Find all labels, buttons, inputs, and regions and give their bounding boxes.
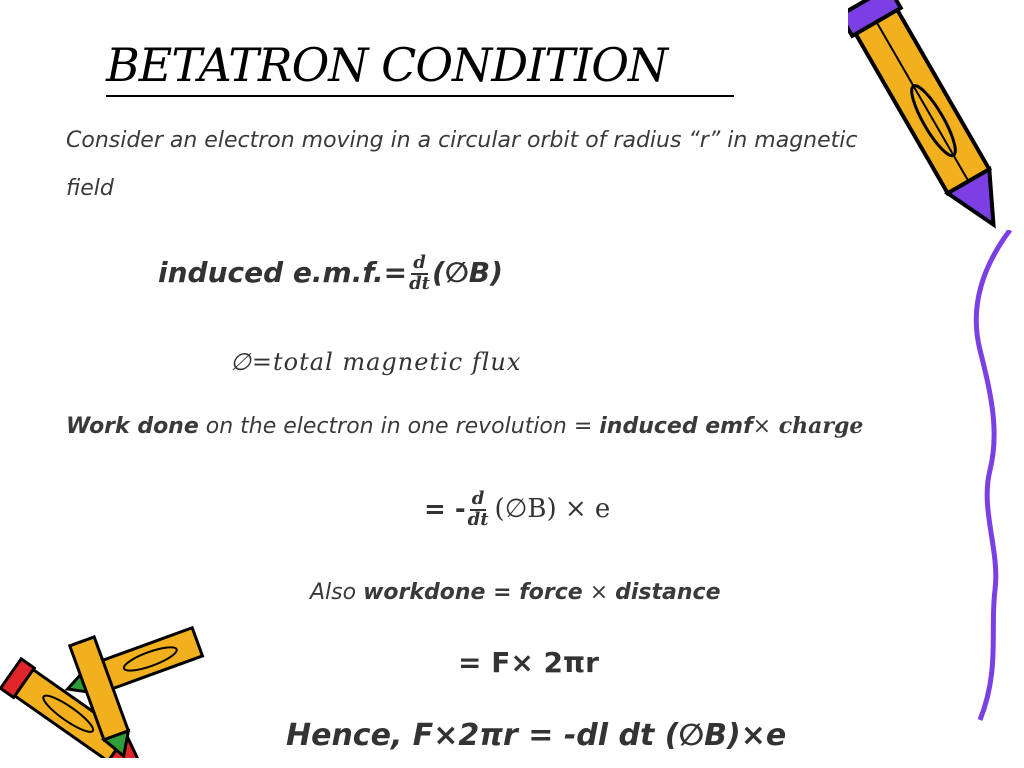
also-times: × [582,580,616,605]
work-done-mid: on the electron in one revolution = [198,414,600,439]
slide-title: BETATRON CONDITION [106,38,668,92]
intro-line-1: Consider an electron moving in a circular orbit of radius “r” in magnetic [66,128,858,153]
eq2-frac-num: d [471,488,485,509]
workdone-force: workdone = force [363,580,583,605]
intro-line-2: field [66,176,114,201]
emf-equation [158,254,503,294]
times-sign: × [752,414,772,439]
work-done-label: Work done [66,414,199,439]
eq2-fraction [466,490,491,530]
distance-label: distance [615,580,721,605]
emf-fraction [407,254,432,294]
also-workdone-line [310,580,721,605]
pencil-clipart-top-right [848,0,1024,250]
title-underline [106,95,734,97]
emf-lhs: induced e.m.f.= [158,255,408,289]
force-distance-equation: = F× 2πr [458,646,599,679]
emf-frac-num: d [413,252,426,273]
eq2-rhs: (∅B) × e [494,494,611,525]
flux-definition: ∅=total magnetic flux [230,348,522,376]
eq2-frac-den: dt [467,508,489,530]
pencils-clipart-bottom-left [0,618,210,758]
decorative-curve [970,230,1024,730]
eq2-prefix: = - [424,494,466,525]
emf-frac-den: dt [409,272,430,294]
also-word: Also [310,580,364,605]
emf-rhs: (∅B) [431,255,503,289]
work-done-line [66,413,863,439]
charge-label: charge [771,413,864,439]
work-equation [424,490,610,530]
induced-emf-label: induced emf [599,414,753,439]
hence-equation: Hence, F×2πr = -dl dt (∅B)×e [286,718,787,753]
